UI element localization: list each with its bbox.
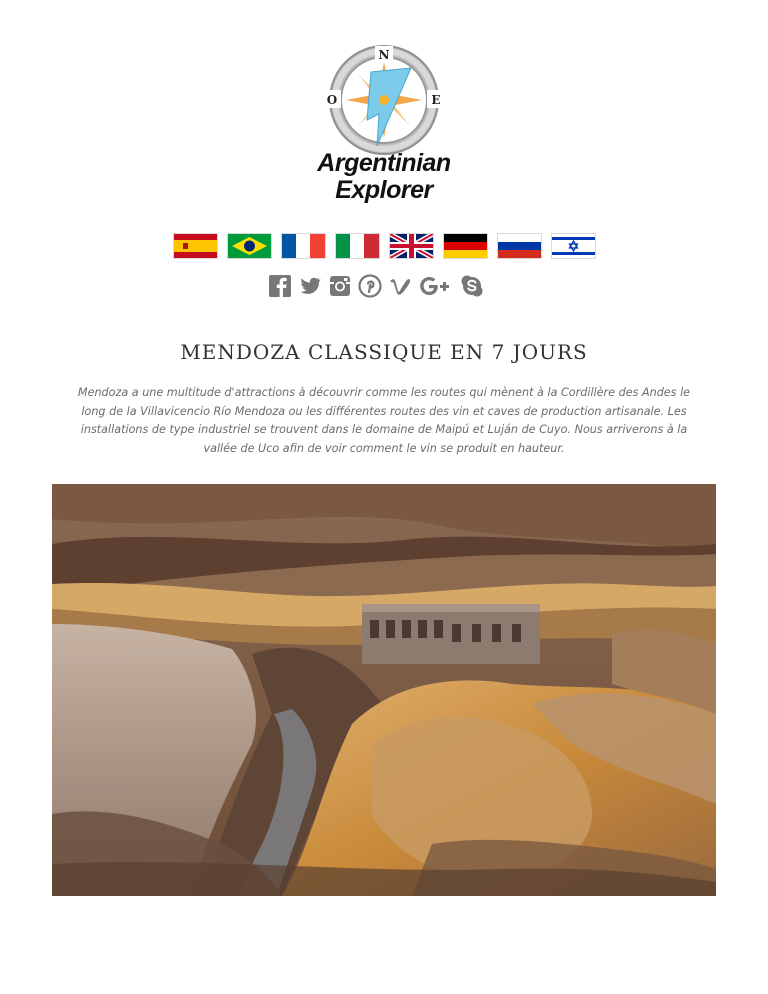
- french-flag[interactable]: [282, 234, 325, 258]
- italian-flag[interactable]: [336, 234, 379, 258]
- facebook-icon[interactable]: [268, 274, 292, 298]
- language-selector: [174, 234, 596, 260]
- hero-photo: [52, 484, 716, 896]
- brand-line-2: Explorer: [335, 176, 433, 204]
- compass-icon: [311, 42, 457, 162]
- german-flag[interactable]: [444, 234, 487, 258]
- brazil-flag[interactable]: [228, 234, 271, 258]
- instagram-icon[interactable]: [328, 274, 352, 298]
- vimeo-icon[interactable]: [388, 274, 412, 298]
- brand-line-1: Argentinian: [317, 149, 451, 177]
- brand-wordmark[interactable]: [300, 150, 468, 204]
- compass-east-label: E: [431, 93, 441, 107]
- compass-west-label: O: [326, 93, 338, 107]
- skype-icon[interactable]: [460, 274, 484, 298]
- spanish-flag[interactable]: [174, 234, 217, 258]
- intro-paragraph: Mendoza a une multitude d'attractions à découvrir comme les routes qui mènent à la Cordillère des Andes le long de la Villavicencio Río Mendoza ou les différentes routes des vin et caves de production artisanale. Les installations de type industriel se trouvent dans le domaine de Maipú et Luján de Cuyo. Nous arriverons à la vallée de Uco afin de voir comment le vin se produit en hauteur.: [77, 386, 691, 455]
- pinterest-icon[interactable]: [358, 274, 382, 298]
- compass-north-label: N: [378, 48, 390, 62]
- israel-flag[interactable]: [552, 234, 595, 258]
- russian-flag[interactable]: [498, 234, 541, 258]
- twitter-icon[interactable]: [298, 274, 322, 298]
- uk-flag[interactable]: [390, 234, 433, 258]
- social-links: [268, 273, 504, 299]
- page-title: MENDOZA CLASSIQUE EN 7 JOURS: [180, 340, 588, 364]
- google-plus-icon[interactable]: [418, 274, 454, 298]
